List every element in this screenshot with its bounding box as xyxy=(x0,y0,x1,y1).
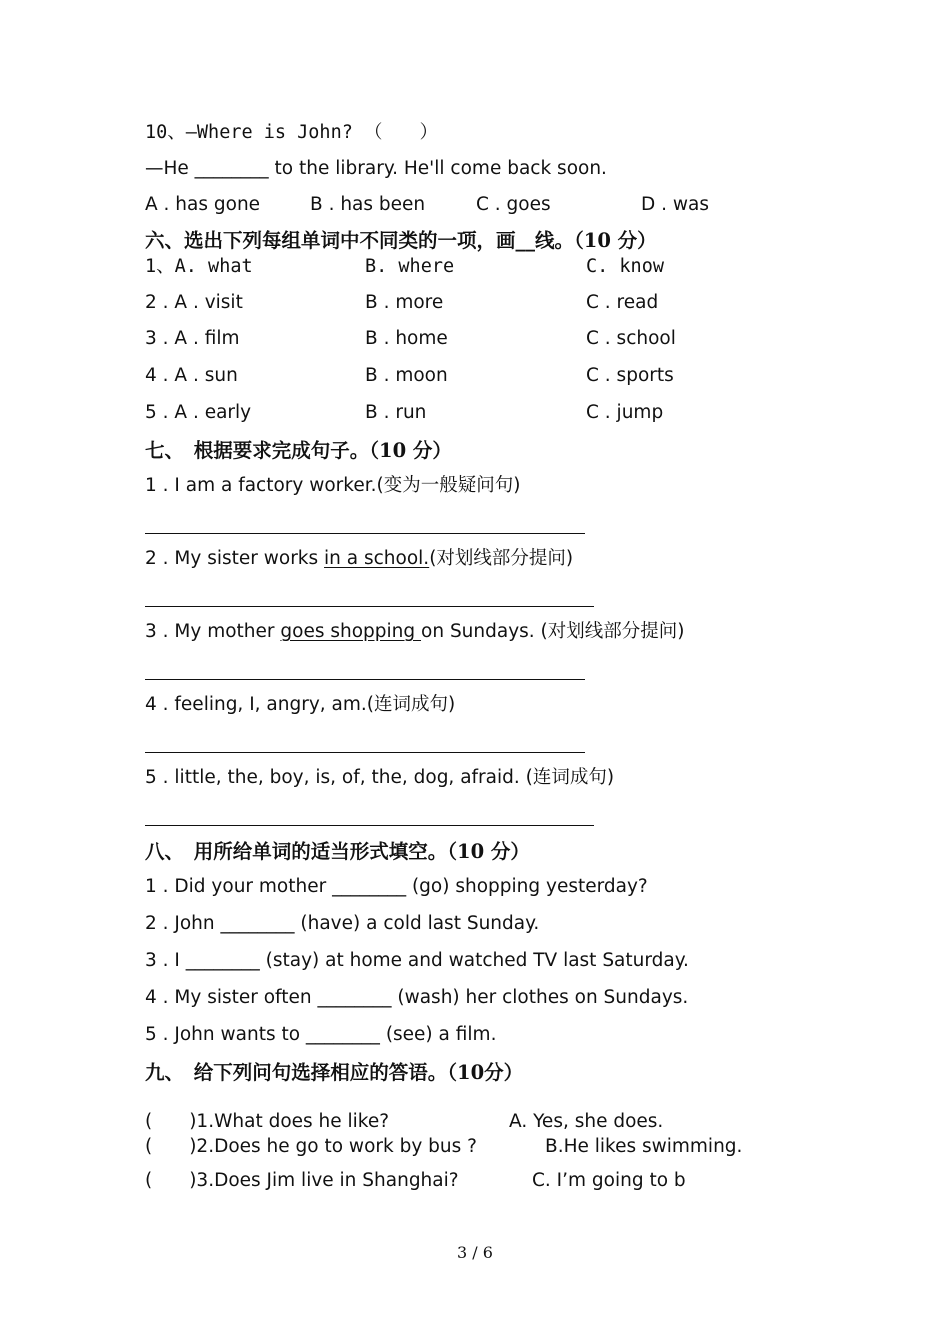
section6-row3-c: C . school xyxy=(586,328,676,349)
answer-line-2[interactable] xyxy=(145,606,594,607)
section6-row4-a: 4 . A . sun xyxy=(145,365,238,386)
section8-item-5: 5 . John wants to ________ (see) a film. xyxy=(145,1024,497,1045)
q10-answer-line: —He ________ to the library. He'll come back soon. xyxy=(145,158,607,179)
section7-q2-instruction: (对划线部分提问) xyxy=(429,548,574,569)
q10-question: 10、—Where is John? （ ） xyxy=(145,122,438,143)
section9-q1: ( )1.What does he like? xyxy=(145,1111,390,1132)
section6-title: 六、选出下列每组单词中不同类的一项，画__线。（10 分） xyxy=(145,229,657,252)
answer-line-4[interactable] xyxy=(145,752,585,753)
q10-option-c: C . goes xyxy=(476,194,551,215)
section7-q3-underlined: goes shopping xyxy=(280,621,422,642)
section7-q4: 4 . feeling, I, angry, am.(连词成句) xyxy=(145,694,456,715)
section7-q2 xyxy=(145,547,573,571)
answer-line-3[interactable] xyxy=(145,679,585,680)
q10-option-d: D . was xyxy=(641,194,709,215)
q10-option-b: B . has been xyxy=(310,194,426,215)
section6-row5-c: C . jump xyxy=(586,402,664,423)
section7-q2-underlined: in a school. xyxy=(324,548,430,569)
section6-row3-a: 3 . A . film xyxy=(145,328,240,349)
section7-q1: 1 . I am a factory worker.(变为一般疑问句) xyxy=(145,475,521,496)
answer-line-1[interactable] xyxy=(145,533,585,534)
section7-q3 xyxy=(145,620,685,644)
section7-q3-instruction: on Sundays. (对划线部分提问) xyxy=(421,621,685,642)
section6-row1-c: C. know xyxy=(586,256,664,277)
section8-item-4: 4 . My sister often ________ (wash) her clothes on Sundays. xyxy=(145,987,689,1008)
section8-item-1: 1 . Did your mother ________ (go) shopping yesterday? xyxy=(145,876,648,897)
section7-title: 七、 根据要求完成句子。（10 分） xyxy=(145,439,452,462)
section6-row2-a: 2 . A . visit xyxy=(145,292,243,313)
section6-row3-b: B . home xyxy=(365,328,448,349)
section9-q2: ( )2.Does he go to work by bus ? xyxy=(145,1136,477,1157)
section9-a1: A. Yes, she does. xyxy=(509,1111,664,1132)
section9-title: 九、 给下列问句选择相应的答语。（10分） xyxy=(145,1061,524,1084)
section6-row4-c: C . sports xyxy=(586,365,674,386)
section7-q2-text: 2 . My sister works xyxy=(145,548,325,569)
section6-row4-b: B . moon xyxy=(365,365,448,386)
section6-row1-b: B. where xyxy=(365,256,455,277)
section8-title: 八、 用所给单词的适当形式填空。（10 分） xyxy=(145,840,530,863)
section9-a2: B.He likes swimming. xyxy=(545,1136,743,1157)
answer-line-5[interactable] xyxy=(145,825,594,826)
q10-option-a: A . has gone xyxy=(145,194,261,215)
section6-row2-c: C . read xyxy=(586,292,659,313)
section8-item-3: 3 . I ________ (stay) at home and watched TV last Saturday. xyxy=(145,950,689,971)
section6-row2-b: B . more xyxy=(365,292,444,313)
section6-row1-a: 1、A. what xyxy=(145,256,253,277)
section8-item-2: 2 . John ________ (have) a cold last Sunday. xyxy=(145,913,540,934)
section6-row5-b: B . run xyxy=(365,402,427,423)
section7-q3-text: 3 . My mother xyxy=(145,621,281,642)
section6-row5-a: 5 . A . early xyxy=(145,402,252,423)
page-number: 3 / 6 xyxy=(457,1243,493,1262)
section9-q3: ( )3.Does Jim live in Shanghai? xyxy=(145,1170,459,1191)
section9-a3: C. I’m going to b xyxy=(532,1170,686,1191)
section7-q5: 5 . little, the, boy, is, of, the, dog, afraid. (连词成句) xyxy=(145,767,615,788)
